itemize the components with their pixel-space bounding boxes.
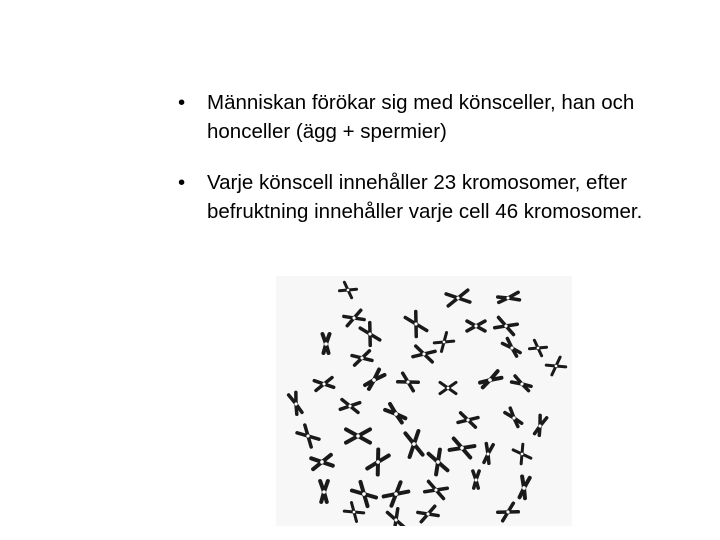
chromosome-spread-image [276, 276, 572, 526]
bullet-text: Människan förökar sig med könsceller, han och honceller (ägg + spermier) [207, 91, 635, 143]
bullet-text: Varje könscell innehåller 23 kromosomer, efter befruktning innehåller varje cell 46 kromosomer. [207, 171, 643, 223]
chromosome-spread-drawing [276, 276, 572, 526]
bullet-item-gametes [178, 88, 698, 146]
bullet-list [178, 88, 698, 226]
bullet-marker: • [178, 91, 186, 114]
bullet-marker: • [178, 171, 186, 194]
bullet-item-chromosomes [178, 168, 698, 226]
